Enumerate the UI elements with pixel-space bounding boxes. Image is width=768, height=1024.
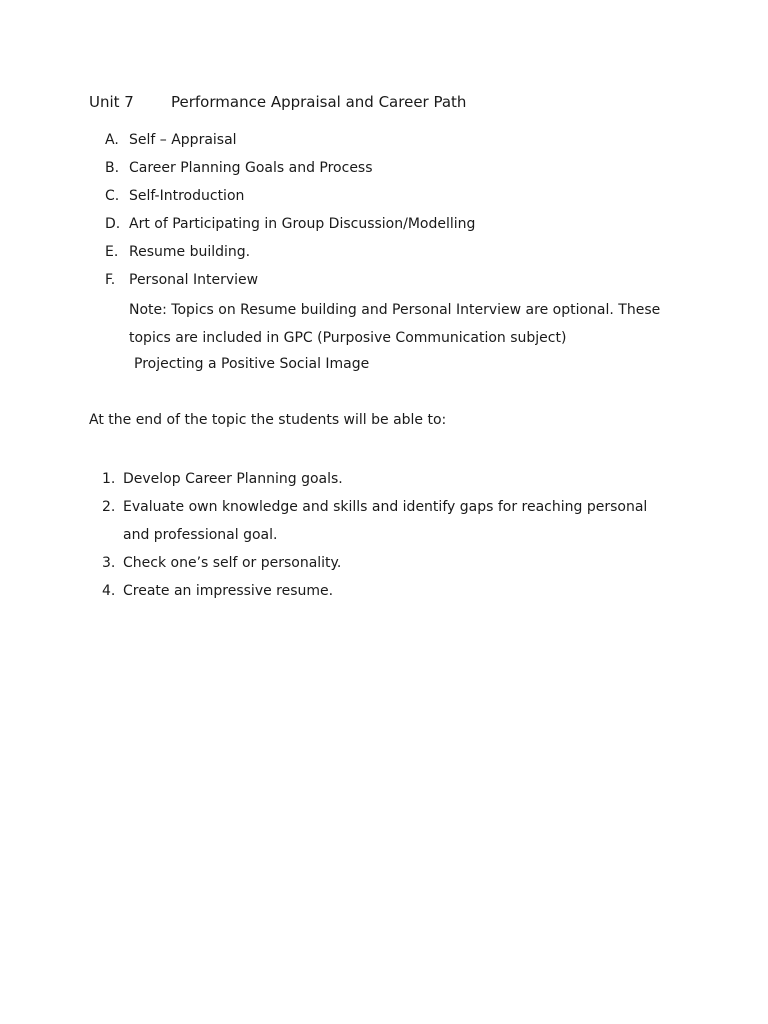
- topic-marker: A.: [105, 132, 119, 148]
- topic-text: Self – Appraisal: [129, 132, 237, 148]
- objective-number: 2.: [102, 499, 116, 515]
- topic-text: Personal Interview: [129, 272, 259, 288]
- objectives-intro: At the end of the topic the students will be able to:: [89, 412, 447, 428]
- topic-text: Self-Introduction: [129, 188, 245, 204]
- topic-marker: B.: [105, 160, 120, 176]
- topic-marker: D.: [105, 216, 121, 232]
- unit-label: Unit 7: [89, 93, 134, 111]
- objectives-list: [0, 465, 663, 605]
- objective-item: [0, 549, 663, 577]
- objective-number: 1.: [102, 471, 116, 487]
- topic-marker: E.: [105, 244, 119, 260]
- objective-text: Evaluate own knowledge and skills and identify gaps for reaching personal and professional goal.: [123, 499, 648, 543]
- topic-text: Art of Participating in Group Discussion/Modelling: [129, 216, 476, 232]
- note-line-1: Note: Topics on Resume building and Personal Interview are optional. These: [129, 302, 661, 318]
- topic-marker: F.: [105, 272, 116, 288]
- unit-heading: [89, 93, 466, 111]
- objective-item: [0, 465, 663, 493]
- objective-text: Create an impressive resume.: [123, 583, 334, 599]
- objective-number: 3.: [102, 555, 116, 571]
- objective-text: Check one’s self or personality.: [123, 555, 342, 571]
- objective-text: Develop Career Planning goals.: [123, 471, 343, 487]
- objective-number: 4.: [102, 583, 116, 599]
- topic-marker: C.: [105, 188, 120, 204]
- topic-text: Resume building.: [129, 244, 251, 260]
- topic-text: Career Planning Goals and Process: [129, 160, 373, 176]
- optional-topics-note: [129, 296, 669, 352]
- objective-item: [0, 577, 663, 605]
- objective-item: [0, 493, 663, 549]
- projecting-topic: Projecting a Positive Social Image: [134, 356, 370, 372]
- note-line-2: topics are included in GPC (Purposive Communication subject): [129, 330, 567, 346]
- unit-title: Performance Appraisal and Career Path: [171, 93, 467, 111]
